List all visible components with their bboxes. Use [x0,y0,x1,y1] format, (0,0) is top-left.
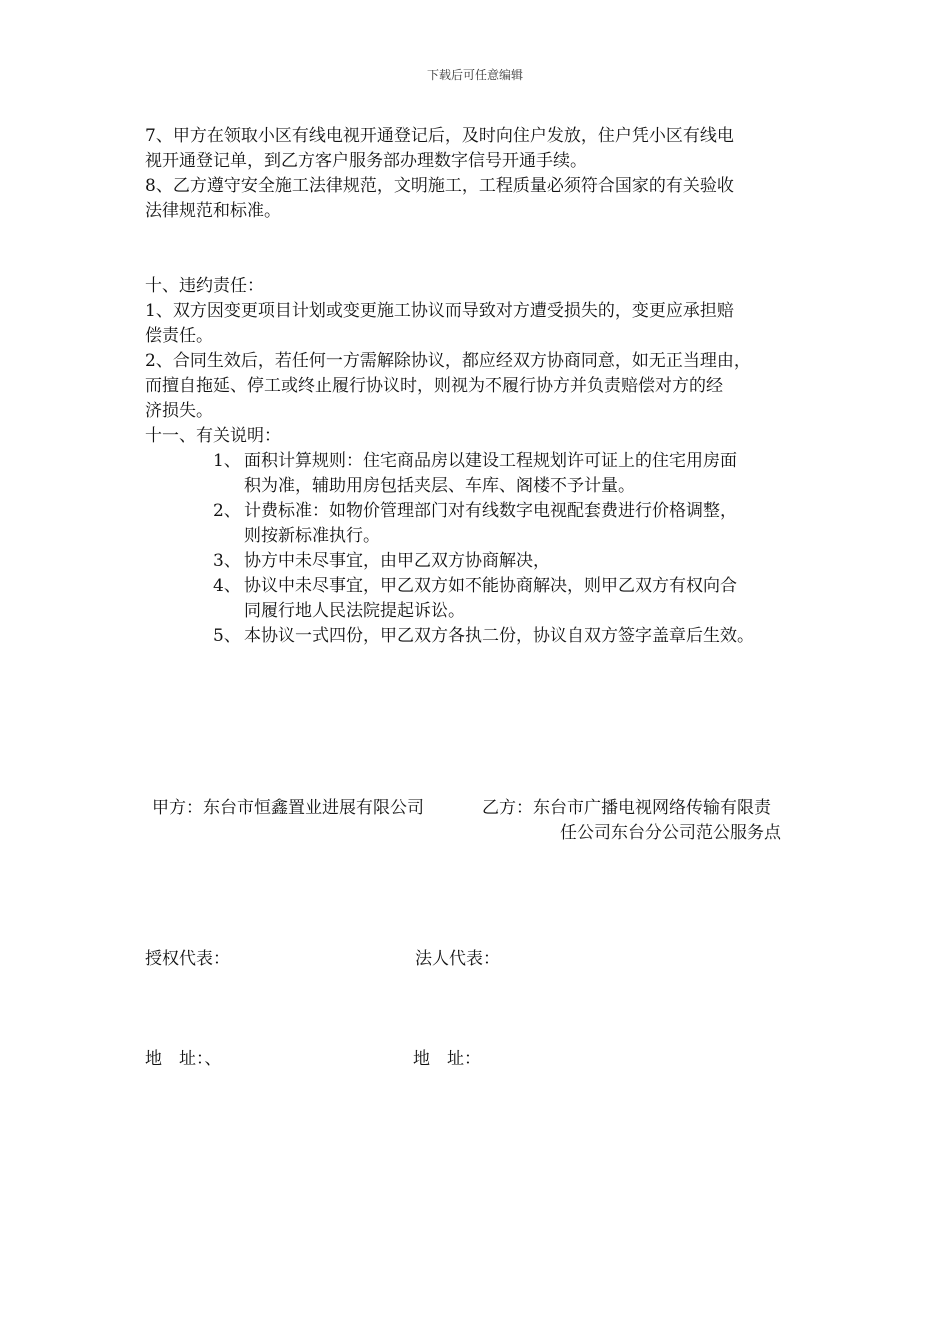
clause-7-line-2: 视开通登记单，到乙方客户服务部办理数字信号开通手续。 [145,151,587,171]
section-10-item-1-line-2: 偿责任。 [145,326,213,346]
section-10-item-2-line-2: 而擅自拖延、停工或终止履行协议时，则视为不履行协方并负责赔偿对方的经 [145,376,723,396]
clause-8-line-2: 法律规范和标准。 [145,201,281,221]
authorized-representative-label: 授权代表： [145,949,230,969]
note-number: 4、 [213,576,241,596]
note-item [145,574,813,624]
section-10-item-2-line-1: 2、合同生效后，若任何一方需解除协议，都应经双方协商同意，如无正当理由， [145,351,751,371]
page-header: 下载后可任意编辑 [426,68,523,82]
legal-representative-label: 法人代表： [415,949,500,969]
note-line: 计费标准：如物价管理部门对有线数字电视配套费进行价格调整， [244,501,737,521]
note-line: 协议中未尽事宜，甲乙双方如不能协商解决，则甲乙双方有权向合 [244,576,737,596]
party-b-name-line-2: 任公司东台分公司范公服务点 [560,823,781,843]
section-10-item-2-line-3: 济损失。 [145,401,213,421]
note-item [145,449,813,499]
party-a-address-label: 地 址：、 [145,1049,222,1069]
note-line: 协方中未尽事宜，由甲乙双方协商解决， [244,551,550,571]
clause-7-line-1: 7、甲方在领取小区有线电视开通登记后，及时向住户发放，住户凭小区有线电 [145,126,734,146]
note-item [145,624,813,649]
section-10-title: 十、违约责任： [145,276,264,296]
note-item [145,499,813,549]
party-a-name: 甲方：东台市恒鑫置业进展有限公司 [152,798,424,818]
party-b-address-label: 地 址： [413,1049,481,1069]
spacer [145,224,813,249]
note-number: 1、 [213,451,241,471]
spacer [145,249,813,274]
party-b-name-line-1: 乙方：东台市广播电视网络传输有限责 [482,798,771,818]
note-item [145,549,813,574]
clause-8-line-1: 8、乙方遵守安全施工法律规范，文明施工，工程质量必须符合国家的有关验收 [145,176,734,196]
note-line: 积为准，辅助用房包括夹层、车库、阁楼不予计量。 [244,476,635,496]
note-line: 则按新标准执行。 [244,526,380,546]
section-11-title: 十一、有关说明： [145,426,281,446]
note-number: 5、 [213,626,241,646]
note-line: 面积计算规则：住宅商品房以建设工程规划许可证上的住宅用房面 [244,451,737,471]
note-line: 本协议一式四份，甲乙双方各执二份，协议自双方签字盖章后生效。 [244,626,754,646]
note-number: 2、 [213,501,241,521]
note-number: 3、 [213,551,241,571]
contract-body [145,124,813,649]
note-line: 同履行地人民法院提起诉讼。 [244,601,465,621]
section-10-item-1-line-1: 1、双方因变更项目计划或变更施工协议而导致对方遭受损失的，变更应承担赔 [145,301,734,321]
